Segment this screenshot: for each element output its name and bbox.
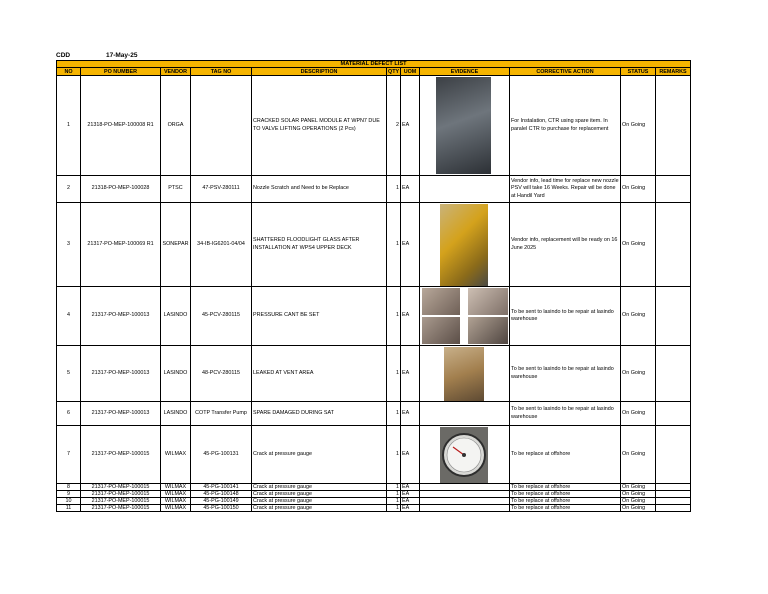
material-defect-table (56, 60, 691, 512)
cell-status: On Going (621, 203, 656, 287)
cell-status: On Going (621, 505, 656, 512)
table-row (57, 287, 691, 346)
cell-corrective-action: Vendor info, replacement will be ready on 16 June 2025 (510, 203, 621, 287)
cell-tag-no: 34-IB-IG6201-04/04 (191, 203, 252, 287)
cell-status: On Going (621, 484, 656, 491)
cell-remarks (656, 76, 691, 176)
cell-no: 1 (57, 76, 81, 176)
sheet-date: 17-May-25 (106, 52, 138, 59)
cell-description: SHATTERED FLOODLIGHT GLASS AFTER INSTALLATION AT WPS4 UPPER DECK (252, 203, 387, 287)
cell-status: On Going (621, 76, 656, 176)
cell-qty: 1 (387, 346, 401, 402)
cell-no: 6 (57, 402, 81, 426)
cell-uom: EA (401, 426, 420, 484)
cell-po-number: 21317-PO-MEP-100069 R1 (81, 203, 161, 287)
cell-corrective-action: To be sent to lasindo to be repair at lasindo warehouse (510, 287, 621, 346)
cell-corrective-action: To be replace at offshore (510, 498, 621, 505)
cell-vendor: WILMAX (161, 498, 191, 505)
table-row (57, 491, 691, 498)
cell-po-number: 21317-PO-MEP-100013 (81, 402, 161, 426)
col-header-status: STATUS (621, 68, 656, 76)
cell-no: 9 (57, 491, 81, 498)
cell-status: On Going (621, 498, 656, 505)
cell-status: On Going (621, 346, 656, 402)
cell-corrective-action: To be sent to lasindo to be repair at lasindo warehouse (510, 402, 621, 426)
cell-description: Crack at pressure gauge (252, 505, 387, 512)
cell-description: PRESSURE CANT BE SET (252, 287, 387, 346)
cell-description: Crack at pressure gauge (252, 484, 387, 491)
evidence-photo-pcv-3 (422, 317, 460, 344)
cell-remarks (656, 176, 691, 203)
cell-uom: EA (401, 484, 420, 491)
cell-no: 5 (57, 346, 81, 402)
cell-tag-no: 45-PG-100141 (191, 484, 252, 491)
cell-no: 11 (57, 505, 81, 512)
cell-uom: EA (401, 491, 420, 498)
table-row (57, 203, 691, 287)
cell-status: On Going (621, 491, 656, 498)
cell-uom: EA (401, 505, 420, 512)
cell-corrective-action: To be replace at offshore (510, 491, 621, 498)
cell-vendor: WILMAX (161, 505, 191, 512)
cell-po-number: 21317-PO-MEP-100015 (81, 491, 161, 498)
table-row (57, 76, 691, 176)
cell-evidence (420, 402, 510, 426)
col-header-vendor: VENDOR (161, 68, 191, 76)
cell-vendor: WILMAX (161, 484, 191, 491)
cell-vendor: WILMAX (161, 426, 191, 484)
cell-corrective-action: To be replace at offshore (510, 426, 621, 484)
cell-vendor: LASINDO (161, 402, 191, 426)
cell-vendor: LASINDO (161, 346, 191, 402)
cell-description: CRACKED SOLAR PANEL MODULE AT WPN7 DUE TO VALVE LIFTING OPERATIONS (2 Pcs) (252, 76, 387, 176)
cell-qty: 1 (387, 505, 401, 512)
cell-tag-no: 45-PG-100149 (191, 498, 252, 505)
col-header-tag-no: TAG NO (191, 68, 252, 76)
cell-evidence (420, 287, 510, 346)
table-row (57, 402, 691, 426)
cell-status: On Going (621, 176, 656, 203)
cell-qty: 1 (387, 287, 401, 346)
evidence-photo-pcv-1 (422, 288, 460, 315)
evidence-photo-solar-panel (436, 77, 491, 174)
cell-no: 4 (57, 287, 81, 346)
cell-remarks (656, 287, 691, 346)
cell-po-number: 21317-PO-MEP-100015 (81, 505, 161, 512)
cell-qty: 1 (387, 203, 401, 287)
cell-evidence (420, 203, 510, 287)
cell-evidence (420, 498, 510, 505)
cell-status: On Going (621, 402, 656, 426)
cell-uom: EA (401, 402, 420, 426)
cell-corrective-action: To be replace at offshore (510, 505, 621, 512)
cell-status: On Going (621, 287, 656, 346)
cell-qty: 1 (387, 498, 401, 505)
cell-tag-no (191, 76, 252, 176)
cell-description: Crack at pressure gauge (252, 491, 387, 498)
cell-qty: 1 (387, 484, 401, 491)
cell-remarks (656, 491, 691, 498)
cell-remarks (656, 402, 691, 426)
col-header-remarks: REMARKS (656, 68, 691, 76)
col-header-description: DESCRIPTION (252, 68, 387, 76)
cell-uom: EA (401, 498, 420, 505)
cell-po-number: 21317-PO-MEP-100013 (81, 346, 161, 402)
cell-po-number: 21318-PO-MEP-100008 R1 (81, 76, 161, 176)
evidence-photo-vent-leak (444, 347, 484, 401)
table-row (57, 484, 691, 491)
cell-remarks (656, 484, 691, 491)
col-header-po-number: PO NUMBER (81, 68, 161, 76)
cell-uom: EA (401, 287, 420, 346)
cell-uom: EA (401, 203, 420, 287)
col-header-corrective-action: CORRECTIVE ACTION (510, 68, 621, 76)
cell-evidence (420, 484, 510, 491)
cell-po-number: 21318-PO-MEP-100028 (81, 176, 161, 203)
cell-corrective-action: To be sent to lasindo to be repair at lasindo warehouse (510, 346, 621, 402)
cell-description: Crack at pressure gauge (252, 426, 387, 484)
sheet-meta (56, 52, 138, 59)
cell-evidence (420, 491, 510, 498)
cell-uom: EA (401, 76, 420, 176)
cell-tag-no: 47-PSV-280111 (191, 176, 252, 203)
cell-po-number: 21317-PO-MEP-100015 (81, 484, 161, 491)
col-header-qty: QTY (388, 68, 400, 75)
cell-vendor: ORGA (161, 76, 191, 176)
cell-no: 7 (57, 426, 81, 484)
cell-vendor: PTSC (161, 176, 191, 203)
cell-evidence (420, 346, 510, 402)
cell-po-number: 21317-PO-MEP-100015 (81, 498, 161, 505)
col-header-no: NO (57, 68, 81, 76)
table-title: MATERIAL DEFECT LIST (57, 61, 691, 68)
cell-description: Crack at pressure gauge (252, 498, 387, 505)
cell-tag-no: 45-PG-100131 (191, 426, 252, 484)
cell-no: 8 (57, 484, 81, 491)
cell-description: Nozzle Scratch and Need to be Replace (252, 176, 387, 203)
cell-uom: EA (401, 176, 420, 203)
cell-tag-no: 45-PG-100148 (191, 491, 252, 498)
cell-vendor: LASINDO (161, 287, 191, 346)
cell-description: SPARE DAMAGED DURING SAT (252, 402, 387, 426)
sheet-code: CDD (56, 52, 71, 59)
cell-qty: 1 (387, 491, 401, 498)
cell-vendor: SONEPAR (161, 203, 191, 287)
cell-tag-no: 45-PCV-280115 (191, 287, 252, 346)
cell-qty: 1 (387, 176, 401, 203)
cell-corrective-action: For Instalation, CTR using spare item. In paralel CTR to purchase for replacement (510, 76, 621, 176)
cell-uom: EA (401, 346, 420, 402)
cell-vendor: WILMAX (161, 491, 191, 498)
cell-no: 2 (57, 176, 81, 203)
cell-tag-no: 48-PCV-280115 (191, 346, 252, 402)
cell-remarks (656, 498, 691, 505)
evidence-photo-pcv-2 (468, 288, 508, 315)
evidence-photo-pcv-4 (468, 317, 508, 344)
cell-evidence (420, 426, 510, 484)
cell-evidence (420, 505, 510, 512)
cell-no: 3 (57, 203, 81, 287)
cell-description: LEAKED AT VENT AREA (252, 346, 387, 402)
table-row (57, 346, 691, 402)
cell-remarks (656, 203, 691, 287)
col-header-uom: UOM (401, 68, 420, 76)
cell-status: On Going (621, 426, 656, 484)
cell-no: 10 (57, 498, 81, 505)
table-row (57, 505, 691, 512)
table-row (57, 426, 691, 484)
pressure-gauge-icon (440, 427, 488, 483)
cell-remarks (656, 346, 691, 402)
cell-remarks (656, 505, 691, 512)
cell-po-number: 21317-PO-MEP-100013 (81, 287, 161, 346)
cell-remarks (656, 426, 691, 484)
cell-corrective-action: Vendor info, lead time for replace new nozzle PSV will take 16 Weeks. Repair wil be done at Handil Yard (510, 176, 621, 203)
cell-corrective-action: To be replace at offshore (510, 484, 621, 491)
evidence-photo-floodlight (440, 204, 488, 286)
cell-tag-no: COTP Transfer Pump (191, 402, 252, 426)
table-row (57, 498, 691, 505)
cell-po-number: 21317-PO-MEP-100015 (81, 426, 161, 484)
evidence-photo-pressure-gauge (440, 427, 488, 483)
cell-qty: 1 (387, 402, 401, 426)
cell-tag-no: 45-PG-100150 (191, 505, 252, 512)
cell-qty: 1 (387, 426, 401, 484)
cell-qty: 2 (387, 76, 401, 176)
col-header-evidence: EVIDENCE (420, 68, 510, 76)
cell-evidence (420, 176, 510, 203)
table-row (57, 176, 691, 203)
cell-evidence (420, 76, 510, 176)
